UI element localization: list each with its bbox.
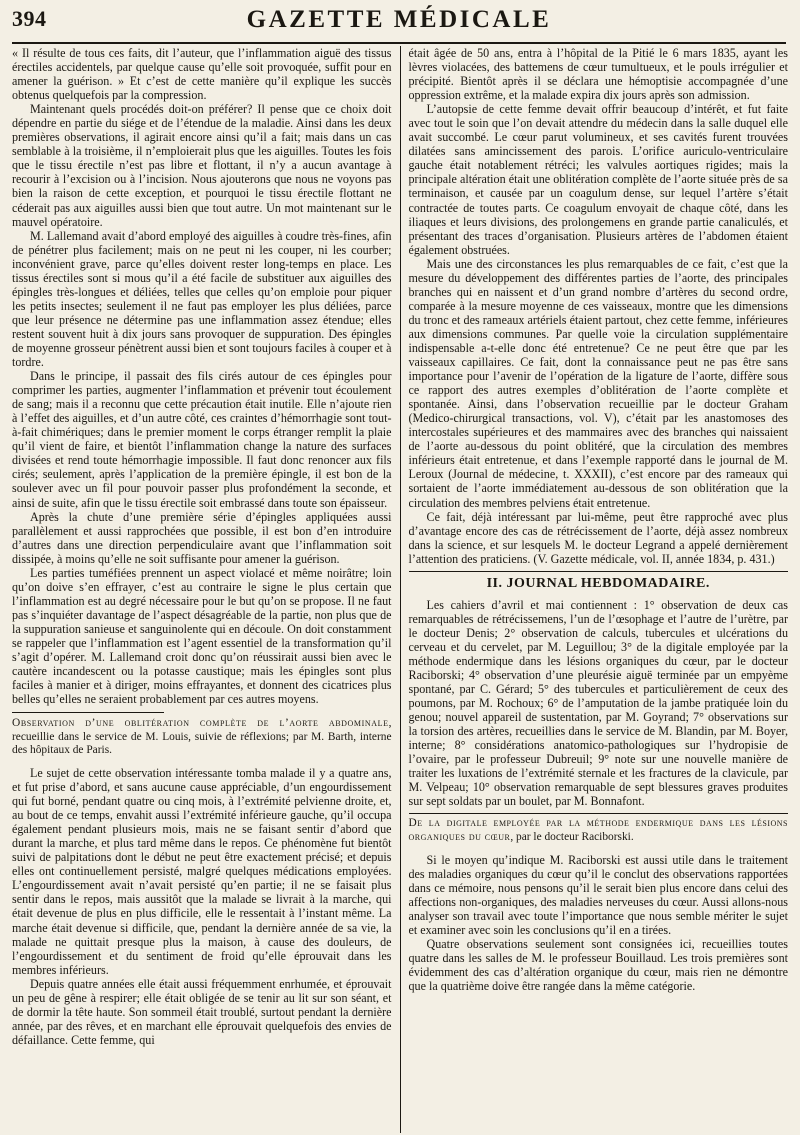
- paragraph: Ce fait, déjà intéressant par lui-même, peut être rapproché avec plus d’avantage encore des cas de rétrécissement de l’aorte, déjà assez nombreux dans la science, et sur lesquels M. le docteur Legrand a appelé dernièrement l’attention des praticiens. (V. Gazette médicale, vol. II, année 1834, p. 431.): [408, 509, 788, 566]
- paragraph: M. Lallemand avait d’abord employé des aiguilles à coudre très-fines, afin de pénétrer plus facilement; mais on ne peut ni les couper, ni les courber; inconvénient grave, parce qu’elles doivent rester long-temps en place. Les tissus érectiles sont si mous qu’il a été facile de substituer aux aiguilles des épingles très-longues et déliées, telles que celles qu’on emploie pour piquer les petits insectes; seulement il ne faut pas employer les plus déliées, parce que leur présence ne détermine pas une inflammation assez étendue; elles restent souvent huit à dix jours sans provoquer de suppuration. Des épingles de moyenne grosseur pénètrent aussi bien et sont toujours faciles à couper et à tordre.: [12, 228, 392, 370]
- observation-title-rest: , recueillie dans le service de M. Louis, suivie de réflexions; par M. Barth, interne des hôpitaux de Paris.: [12, 717, 392, 757]
- page-header: [12, 4, 786, 44]
- paragraph: Maintenant quels procédés doit-on préférer? Il pense que ce choix doit dépendre en partie du siége et de l’étendue de la maladie. Ainsi dans les deux premières observations, il agirait encore ainsi qu’il a fait; mais dans un cas semblable à la troisième, il n’emploierait plus que les aiguilles. Toutes les fois que le tissu érectile n’est pas libre et flottant, il n’y a aucun avantage à recourir à l’excision ou à l’incision. Nous ajouterons que nous ne voyons pas bien la raison de cette exception, et pourquoi le tissu érectile flottant ne céderait pas aux aiguilles aussi bien que tout autre. Un mot maintenant sur le mauvel opératoire.: [12, 102, 392, 229]
- paragraph: Les cahiers d’avril et mai contiennent : 1° observation de deux cas remarquables de rétrécissemens, l’un de l’œsophage et l’autre de l’urètre, par le docteur Denis; 2° observation de calculs, tubercules et ulcérations du cerveau et du cervelet, par M. Leguillou; 3° de la digitale employée par la méthode endermique dans les lésions organiques du cœur, par le docteur Raciborski; 4° observation d’une pleurésie aiguë terminée par un empyème spontané, par C. Gérard; 5° des tubercules et particulièrement de ceux des poumons, par M. Rochoux; 6° de l’amputation de la jambe pratiquée loin du genou; nouvel appareil de sustentation, par M. Goyrand; 7° observations sur la torsion des artères, recueillies dans le service de M. Blandin, par M. Boyer, interne; 8° considérations anatomico-pathologiques sur l’hydropisie de l’ovaire, par le professeur Dubreuil; 9° note sur une nouvelle manière de traiter les luxations de l’extrémité sternale et les fractures de la clavicule, par M. Velpeau; 10° observation remarquable de sept blessures graves produites sur sept soldats par un boulet, par M. Bonnafont.: [408, 597, 788, 809]
- paragraph: Les parties tuméfiées prennent un aspect violacé et même noirâtre; loin qu’on doive s’en effrayer, c’est au contraire le signe le plus certain que l’inflammation est au degré nécessaire pour le but qu’on se propose. Il ne faut pas s’inquiéter davantage de l’aspect désagréable de la partie, non plus que de la suppuration sanieuse et sanguinolente qui en découle. On doit constamment se rappeler que l’inflammation est l’agent essentiel de la transformation qu’il s’agit d’opérer. M. Lallemand croit donc qu’on réussirait aussi bien avec le cautère incandescent ou la potasse caustique; mais les épingles sont plus faciles à manier et à diriger, moins effrayantes, et donnent des cicatrices plus belles qu’elles ne seraient probablement par ces autres moyens.: [12, 565, 392, 707]
- left-column: [12, 46, 400, 1133]
- paragraph: Après la chute d’une première série d’épingles appliquées aussi parallèlement et aussi rapprochées que possible, il est bon d’en introduire d’autres dans une direction perpendiculaire avant que l’inflammation soit dissipée, à moins qu’elle ne soit suffisante pour amener la guérison.: [12, 509, 392, 566]
- subsection-title: [409, 813, 789, 844]
- section-heading: II. JOURNAL HEBDOMADAIRE.: [409, 571, 789, 592]
- right-column: [401, 46, 789, 1133]
- page-number: 394: [12, 6, 47, 31]
- paragraph: Si le moyen qu’indique M. Raciborski est aussi utile dans le traitement des maladies organiques du cœur qu’il le conclut des observations rapportées dans ce mémoire, nous pensons qu’il le serait bien plus encore dans celui des affections non-organiques, des maladies nerveuses du cœur. Aussi allons-nous analyser son travail avec toute l’importance que nous semble mériter le sujet et examiner avec soin les conclusions qu’il en a tirées.: [408, 852, 788, 937]
- paragraph: Le sujet de cette observation intéressante tomba malade il y a quatre ans, et fut prise d’abord, et sans aucune cause appréciable, d’un engourdissement qui fut borné, pendant quatre ou cinq mois, à l’extrémité pelvienne droite, et, au bout de ce temps, envahit aussi l’extrémité inférieure gauche, qu’il occupa également pendant plusieurs mois, mais ne se faisant sentir d’abord que durant la marche, et plus tard même dans le repos. Ce phénomène fut bientôt suivi de palpitations dont le début ne peut être exactement précisé; et depuis elles ont continuellement persisté, malgré quelques médications employées. L’engourdissement avait n’avait persisté qu’en partie; il ne se faisait plus sentir dans le repos, mais aussitôt que la malade se livrait à la marche, qui était devenue de plus en plus difficile, elle le ressentait à l’instant même. La marche était devenue si difficile, que, pendant la dernière année de sa vie, la malade ne quittait presque plus la maison, à cause des douleurs, de l’engourdissement et du sentiment de froid qu’elle éprouvait dans les membres inférieurs.: [12, 765, 392, 977]
- divider: [12, 712, 164, 713]
- observation-title: [12, 712, 392, 758]
- subsection-title-rest: , par le docteur Raciborski.: [510, 831, 634, 844]
- paragraph: était âgée de 50 ans, entra à l’hôpital de la Pitié le 6 mars 1835, ayant les lèvres violacées, des battemens de cœur tumultueux, et le pouls irrégulier et précipité. Bientôt après il se déclara une hémoptisie accompagnée d’une oppression extrême, et la malade expira dix jours après son admission.: [408, 46, 788, 103]
- two-column-body: [12, 46, 788, 1133]
- paragraph: Dans le principe, il passait des fils cirés autour de ces épingles pour comprimer les parties, augmenter l’inflammation et prévenir tout écoulement de sang; mais il a reconnu que cette précaution était inutile. Elle n’ajoute rien à l’effet des aiguilles, et d’un autre côté, ces craintes d’hémorrhagie sont tout-à-fait chimériques; dans le premier moment le corps étranger remplit la plaie qu’il vient de faire, et bientôt l’inflammation change la nature des surfaces divisées et rend toute hémorrhagie impossible. Il faut donc renoncer aux fils cirés; seulement, après l’application de la première épingle, il est bon de la soulever avec un fil pour pouvoir passer plus profondément la seconde, et ainsi de suite, afin que le tissu érectile soit embrassé dans toute son épaisseur.: [12, 369, 392, 510]
- observation-title-caps: Observation d’une oblitération complète de l’aorte abdominale: [12, 717, 389, 730]
- subsection-title-caps: De la digitale employée par la méthode endermique dans les lésions organiques du cœur: [408, 817, 788, 844]
- journal-title: GAZETTE MÉDICALE: [246, 6, 552, 33]
- paragraph: L’autopsie de cette femme devait offrir beaucoup d’intérêt, et fut faite avec tout le soin que l’on devait attendre du médecin dans la salle duquel elle avait succombé. Le cœur parut volumineux, et ses cavités furent trouvées dilatées sans amincissement des parois. L’orifice auriculo-ventriculaire gauche était notablement rétréci; les valvules aortiques rigides; mais la principale altération était une oblitération complète de l’aorte située près de sa terminaison, et causée par un coagulum dense, sur lequel l’artère s’était contractée de toutes parts. Ce coagulum envoyait de chaque côté, dans les iliaques et leurs divisions, des prolongemens en grande partie canaliculés, et présentant des traces d’organisation. Plusieurs artères de l’abdomen étaient également obstruées.: [408, 102, 788, 257]
- paragraph: Mais une des circonstances les plus remarquables de ce fait, c’est que la mesure du développement des différentes parties de l’aorte, des principales branches qui en naissent et d’un grand nombre d’artères du second ordre, comparée à la mesure moyenne de ces vaisseaux, montre que les dimensions du tronc et des rameaux artériels étaient partout, chez cette femme, inférieures aux dimensions communes. Par quelle voie la circulation supplémentaire indispensable a-t-elle donc été entretenue? Ce ne peut être que par les vaisseaux capillaires. Ce fait, dont la connaissance peut ne pas être sans importance pour l’avenir de l’opération de la ligature de l’aorte, diffère sous ce rapport des autres exemples d’oblitération de l’aorte complète et spontanée. Ainsi, dans l’observation recueillie par le docteur Graham (Medico-chirurgical transactions, vol. V), c’était par les anastomoses des intercostales supérieures et des mammaires avec des branches qui naissaient de l’aorte au-dessous du point oblitéré, que la circulation des membres inférieurs était entretenue, et dans l’exemple rapporté dans le journal de M. Leroux (Journal de médecine, t. XXXII), c’est encore par des rameaux qui sortaient de l’aorte immédiatement au-dessous de son oblitération que la circulation des membres pelviens était entretenue.: [408, 256, 788, 510]
- paragraph: « Il résulte de tous ces faits, dit l’auteur, que l’inflammation aiguë des tissus érectiles accidentels, par quelque cause qu’elle soit provoquée, suffit pour en amener la guérison. » Et c’est de cette manière qu’il explique les succès obtenus quelquefois par la compression.: [12, 46, 392, 103]
- paragraph: Depuis quatre années elle était aussi fréquemment enrhumée, et éprouvait un peu de gêne à respirer; elle était obligée de se tenir au lit sur son séant, et de dormir la tête haute. Son sommeil était troublé, surtout pendant la dernière année, par des rêves, et en marchant elle éprouvait quelquefois des envies de défaillance. Cette femme, qui: [12, 976, 392, 1047]
- paragraph: Quatre observations seulement sont consignées ici, recueillies toutes quatre dans les salles de M. le professeur Bouillaud. Les trois premières sont évidemment des cas d’altération organique du cœur, mais rien ne démontre que la quatrième doive être rangée dans la même catégorie.: [408, 936, 788, 994]
